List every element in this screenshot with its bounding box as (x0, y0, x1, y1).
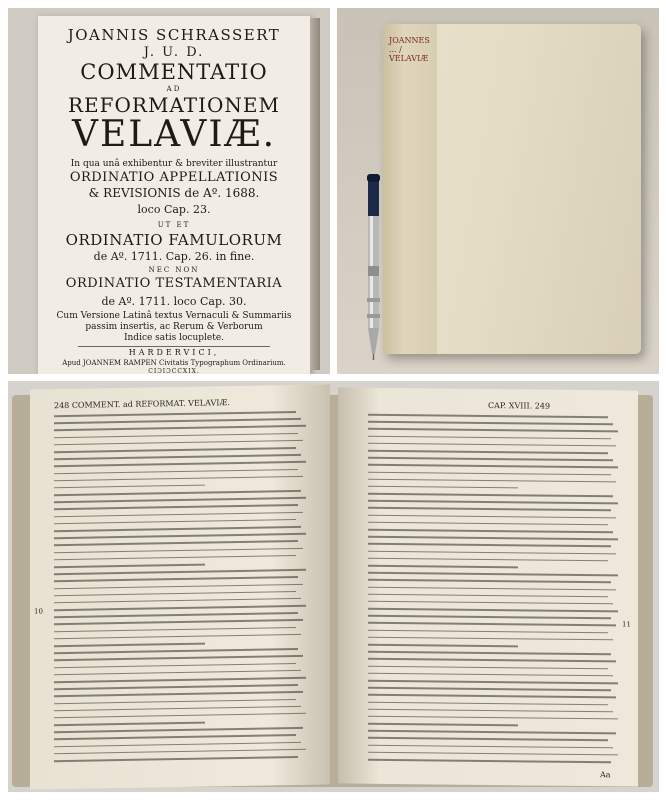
text-line (368, 464, 618, 468)
text-line (54, 497, 306, 503)
text-line (54, 476, 303, 482)
text-line (54, 425, 306, 431)
text-line (54, 734, 296, 740)
text-line (54, 756, 298, 762)
right-page-header: CAP. XVIII. 249 (488, 401, 551, 411)
text-line (368, 644, 518, 647)
subtitle-line: In qua unâ exhibentur & breviter illustrantur (70, 159, 278, 169)
right-page (338, 387, 638, 786)
text-line (368, 716, 618, 720)
text-line (54, 749, 306, 755)
left-margin-number: 10 (34, 607, 43, 616)
text-line (368, 414, 608, 418)
title-reformationem: REFORMATIONEM (67, 93, 281, 117)
text-line (54, 411, 296, 417)
cum-line-3: Indice satis locuplete. (123, 333, 225, 343)
page-edge (310, 18, 320, 370)
ordinatio-appellationis: ORDINATIO APPELLATIONIS (69, 170, 279, 185)
text-line (54, 698, 296, 704)
left-page-header: 248 COMMENT. ad REFORMAT. VELAVIÆ. (54, 398, 230, 411)
title-commentatio: COMMENTATIO (80, 60, 268, 84)
text-line (54, 691, 303, 697)
text-line (368, 565, 518, 568)
title-ad: AD (166, 85, 182, 93)
text-line (54, 713, 306, 719)
text-line (368, 586, 616, 590)
text-line (368, 608, 618, 612)
text-line (368, 687, 611, 691)
right-margin-number: 11 (622, 620, 631, 629)
text-line (54, 634, 301, 640)
title-page (38, 16, 310, 374)
degree-line: J. U. D. (143, 45, 205, 60)
text-line (54, 504, 298, 510)
text-line (368, 672, 613, 676)
text-line (368, 572, 618, 576)
text-line (368, 601, 613, 605)
text-line (368, 421, 613, 425)
text-line (368, 435, 611, 439)
text-line (368, 522, 608, 526)
text-line (368, 428, 618, 432)
text-line (368, 507, 611, 511)
revisionis-line: & REVISIONIS de Aº. 1688. (88, 186, 260, 200)
text-line (368, 471, 611, 475)
text-line (368, 529, 613, 533)
text-line (54, 576, 298, 582)
text-line (54, 484, 205, 488)
text-line (368, 708, 613, 712)
title-page-photo (8, 8, 330, 374)
text-line (368, 486, 518, 489)
text-line (54, 569, 306, 575)
text-line (368, 637, 613, 641)
text-line (368, 629, 608, 633)
text-line (54, 511, 303, 517)
text-line (54, 440, 303, 446)
text-line (368, 723, 518, 726)
right-page-footer: Aa (600, 770, 611, 780)
text-line (54, 583, 303, 589)
text-line (54, 612, 298, 618)
rule-top (78, 346, 270, 347)
anno-line-3: de Aº. 1711. loco Cap. 30. (101, 295, 247, 308)
open-book-photo (8, 381, 659, 792)
text-line (54, 418, 301, 424)
left-page (30, 384, 330, 789)
imprint-year: CIƆIƆCCXIX. (148, 368, 200, 374)
text-line (54, 461, 306, 467)
text-line (368, 478, 616, 482)
text-line (54, 468, 298, 474)
cum-line-2: passim insertis, ac Rerum & Verborum (85, 322, 263, 332)
text-line (54, 648, 298, 654)
text-line (54, 519, 296, 525)
imprint-printer: Apud JOANNEM RAMPEN Civitatis Typographum Ordinarium. (62, 359, 286, 367)
text-line (54, 605, 306, 611)
text-line (54, 454, 301, 460)
text-line (54, 655, 303, 661)
title-velaviae: VELAVIÆ. (71, 114, 277, 155)
text-line (368, 493, 613, 497)
ordinatio-testamentaria: ORDINATIO TESTAMENTARIA (65, 276, 283, 291)
text-line (54, 540, 298, 546)
text-line (54, 490, 301, 496)
text-line (54, 727, 303, 733)
text-line (368, 665, 608, 669)
text-line (368, 759, 611, 763)
text-line (368, 694, 616, 698)
imprint-city: HARDERVICI, (128, 348, 220, 357)
text-line (368, 737, 608, 741)
book-cover-photo (337, 8, 659, 374)
text-line (54, 706, 301, 712)
text-line (368, 500, 618, 504)
text-line (54, 627, 296, 633)
text-line (54, 742, 301, 748)
text-line (54, 591, 296, 597)
text-line (368, 593, 608, 597)
anno-line-2: de Aº. 1711. Cap. 26. in fine. (93, 250, 255, 263)
text-line (368, 651, 611, 655)
text-line (54, 598, 301, 604)
text-line (368, 622, 616, 626)
text-line (54, 563, 205, 567)
text-line (368, 550, 616, 554)
text-line (54, 619, 303, 625)
text-line (368, 543, 611, 547)
text-line (54, 526, 301, 532)
text-line (54, 533, 306, 539)
text-line (54, 643, 205, 647)
text-line (368, 557, 608, 561)
text-line (54, 722, 205, 726)
pen-icon (337, 8, 659, 374)
text-line (54, 670, 301, 676)
text-line (368, 442, 616, 446)
text-line (368, 536, 618, 540)
cum-line-1: Cum Versione Latinâ textus Vernaculi & Summariis (56, 311, 292, 321)
text-line (54, 663, 296, 669)
text-line (368, 752, 618, 756)
text-line (368, 730, 616, 734)
left-page-text (54, 411, 306, 768)
text-line (54, 447, 296, 453)
text-line (54, 547, 303, 553)
text-line (368, 658, 616, 662)
text-line (368, 579, 611, 583)
text-line (54, 555, 296, 561)
ordinatio-famulorum: ORDINATIO FAMULORUM (65, 231, 283, 249)
nec-non-line: NEC NON (148, 266, 200, 274)
text-line (368, 680, 618, 684)
loco-line-1: loco Cap. 23. (137, 203, 211, 216)
text-line (54, 684, 298, 690)
spine-label-text: JOANNES ... / VELAVIÆ (389, 36, 430, 63)
text-line (368, 450, 608, 454)
text-line (368, 615, 611, 619)
text-line (368, 744, 613, 748)
text-line (54, 432, 298, 438)
author-line: JOANNIS SCHRASSERT (67, 26, 281, 44)
right-page-text (368, 414, 618, 769)
ut-et-line: UT ET (157, 221, 191, 229)
text-line (368, 701, 608, 705)
text-line (54, 677, 306, 683)
text-line (368, 514, 616, 518)
text-line (368, 457, 613, 461)
